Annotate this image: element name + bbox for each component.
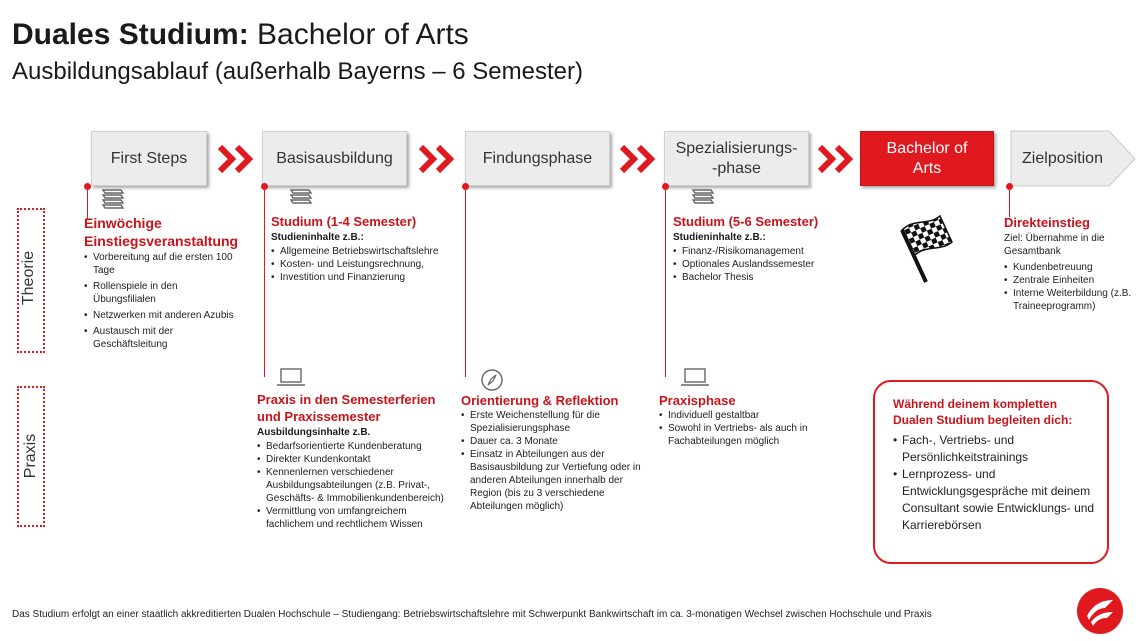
list-item: • Finanz-/Risikomanagement [673,245,853,258]
basis-praxis-sub: Ausbildungsinhalte z.B. [257,427,371,438]
theorie-label: Theorie [20,250,38,306]
spez-theorie-sub: Studieninhalte z.B.: [673,232,766,243]
list-item: • Direkter Kundenkontakt [257,453,447,466]
stage-spezialisierungsphase: Spezialisierungs- -phase [664,131,809,186]
connector-dot [84,183,91,190]
laptop-icon [276,367,306,389]
list-item: • Investition und Finanzierung [271,271,461,284]
list-item: • Austausch mit der Geschäftsleitung [84,325,234,351]
page-title: Duales Studium: Bachelor of Arts [12,18,469,51]
stage-zielposition: Zielposition [1022,149,1103,167]
footer-note: Das Studium erfolgt an einer staatlich akkreditierten Dualen Hochschule – Studiengang: Betriebswirtschaftslehre mit Schwerpunkt Bankwirtschaft im ca. 3-monatigen Wechsel zwischen Hochschule und Praxis [12,609,932,620]
connector-line [465,187,466,377]
list-item: • Individuell gestaltbar [659,409,829,422]
stage-basisausbildung: Basisausbildung [262,131,407,186]
list-item: • Allgemeine Betriebswirtschaftslehre [271,245,461,258]
connector-line [665,187,666,377]
list-item: • Einsatz in Abteilungen aus der Basisausbildung zur Vertiefung oder in anderen Abteilungen innerhalb der Region (bis zu 3 verschiedene Abteilungen möglich) [461,448,646,513]
list-item: • Interne Weiterbildung (z.B. Traineeprogramm) [1004,287,1134,313]
connector-line [1009,187,1010,217]
list-item: • Bachelor Thesis [673,271,853,284]
ziel-list [1004,261,1134,313]
list-item: • Kosten- und Leistungsrechnung, [271,258,461,271]
spez-theorie-list [673,245,853,284]
list-item: • Kennenlernen verschiedener Ausbildungsabteilungen (z.B. Privat-, Geschäfts- & Immobilienkundenbereich) [257,466,447,505]
double-chevron-icon [815,137,859,181]
books-icon [288,186,314,210]
spez-theorie-heading: Studium (5-6 Semester) [673,214,819,229]
basis-theorie-sub: Studieninhalte z.B.: [271,232,364,243]
callout-list [893,432,1098,534]
double-chevron-icon [617,137,661,181]
basis-praxis-heading: Praxis in den Semesterferien und Praxissemester [257,392,436,424]
laptop-icon [680,367,710,389]
stage-findungsphase: Findungsphase [465,131,610,186]
list-item: • Rollenspiele in den Übungsfilialen [84,280,234,306]
connector-dot [662,183,669,190]
callout-heading: Während deinem kompletten Dualen Studium begleiten dich: [893,397,1073,427]
callout-box [873,380,1109,564]
books-icon [690,186,716,210]
list-item: • Optionales Auslandssemester [673,258,853,271]
list-item: • Sowohl in Vertriebs- als auch in Fachabteilungen möglich [659,422,829,448]
page-subtitle: Ausbildungsablauf (außerhalb Bayerns – 6 Semester) [12,58,583,85]
connector-dot [1006,183,1013,190]
first-steps-list [84,251,234,351]
findung-heading: Orientierung & Reflektion [461,393,619,408]
list-item: • Lernprozess- und Entwicklungsgespräche mit deinem Consultant sowie Entwicklungs- und Karrierebörsen [893,466,1098,534]
ziel-heading: Direkteinstieg [1004,215,1090,230]
checkered-flag-icon [896,212,958,284]
list-item: • Bedarfsorientierte Kundenberatung [257,440,447,453]
connector-dot [261,183,268,190]
findung-list [461,409,646,513]
list-item: • Fach-, Vertriebs- und Persönlichkeitstrainings [893,432,1098,466]
connector-line [264,187,265,377]
stage-first-steps: First Steps [91,131,207,186]
praxis-label: Praxis [22,433,40,479]
list-item: • Netzwerken mit anderen Azubis [84,309,234,322]
bank-logo [1075,586,1125,636]
list-item: • Dauer ca. 3 Monate [461,435,646,448]
list-item: • Kundenbetreuung [1004,261,1134,274]
list-item: • Vermittlung von umfangreichem fachlichem und rechtlichem Wissen [257,505,447,531]
ziel-intro: Ziel: Übernahme in die Gesamtbank [1004,233,1105,257]
compass-icon [479,367,505,393]
basis-theorie-heading: Studium (1-4 Semester) [271,214,417,229]
spez-praxis-list [659,409,829,448]
first-steps-heading: Einwöchige Einstiegsveranstaltung [84,215,239,249]
double-chevron-icon [215,137,259,181]
books-icon [100,186,126,210]
stage-bachelor-of-arts: Bachelor of Arts [860,131,994,186]
basis-theorie-list [271,245,461,284]
list-item: • Zentrale Einheiten [1004,274,1134,287]
double-chevron-icon [416,137,460,181]
list-item: • Vorbereitung auf die ersten 100 Tage [84,251,234,277]
connector-dot [462,183,469,190]
list-item: • Erste Weichenstellung für die Spezialisierungsphase [461,409,646,435]
basis-praxis-list [257,440,447,531]
spez-praxis-heading: Praxisphase [659,393,736,408]
